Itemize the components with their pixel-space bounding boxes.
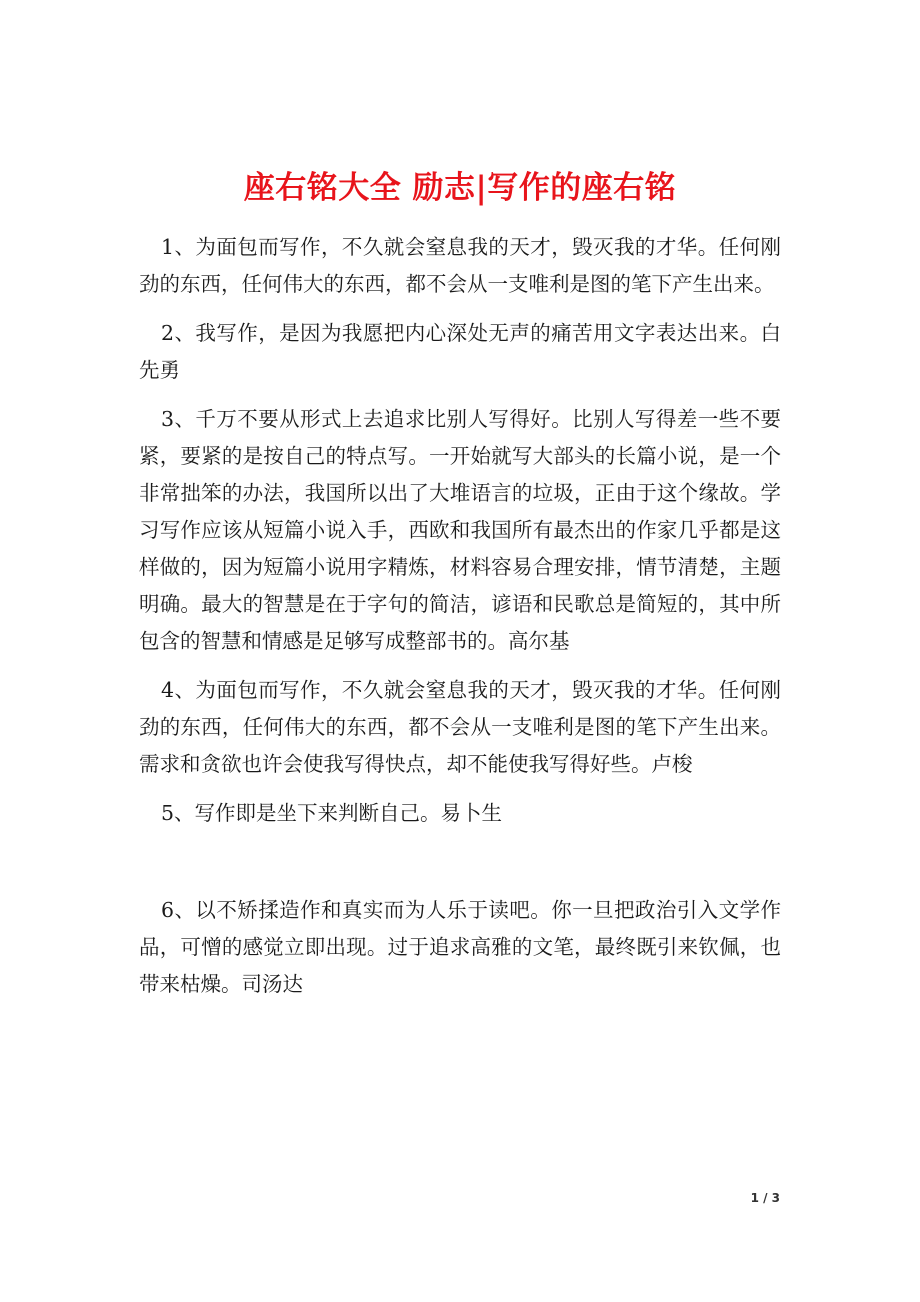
paragraph-1: 1、为面包而写作，不久就会窒息我的天才，毁灭我的才华。任何刚劲的东西，任何伟大的东西，都不会从一支唯利是图的笔下产生出来。	[139, 235, 781, 296]
paragraph-6: 6、以不矫揉造作和真实而为人乐于读吧。你一旦把政治引入文学作品，可憎的感觉立即出现。过于追求高雅的文笔，最终既引来钦佩，也带来枯燥。司汤达	[139, 898, 781, 996]
page-number: 1 / 3	[750, 1191, 780, 1205]
paragraph-4: 4、为面包而写作，不久就会窒息我的天才，毁灭我的才华。任何刚劲的东西，任何伟大的东西，都不会从一支唯利是图的笔下产生出来。需求和贪欲也许会使我写得快点，却不能使我写得好些。卢梭	[139, 678, 781, 776]
page-title: 座右铭大全 励志|写作的座右铭	[243, 169, 677, 206]
paragraph-5: 5、写作即是坐下来判断自己。易卜生	[161, 801, 503, 825]
paragraph-3: 3、千万不要从形式上去追求比别人写得好。比别人写得差一些不要紧，要紧的是按自己的特点写。一开始就写大部头的长篇小说，是一个非常拙笨的办法，我国所以出了大堆语言的垃圾，正由于这个缘故。学习写作应该从短篇小说入手，西欧和我国所有最杰出的作家几乎都是这样做的，因为短篇小说用字精炼，材料容易合理安排，情节清楚，主题明确。最大的智慧是在于字句的简洁，谚语和民歌总是简短的，其中所包含的智慧和情感是足够写成整部书的。高尔基	[139, 407, 781, 653]
paragraph-2: 2、我写作，是因为我愿把内心深处无声的痛苦用文字表达出来。白先勇	[139, 321, 781, 382]
document-body	[139, 229, 781, 1003]
